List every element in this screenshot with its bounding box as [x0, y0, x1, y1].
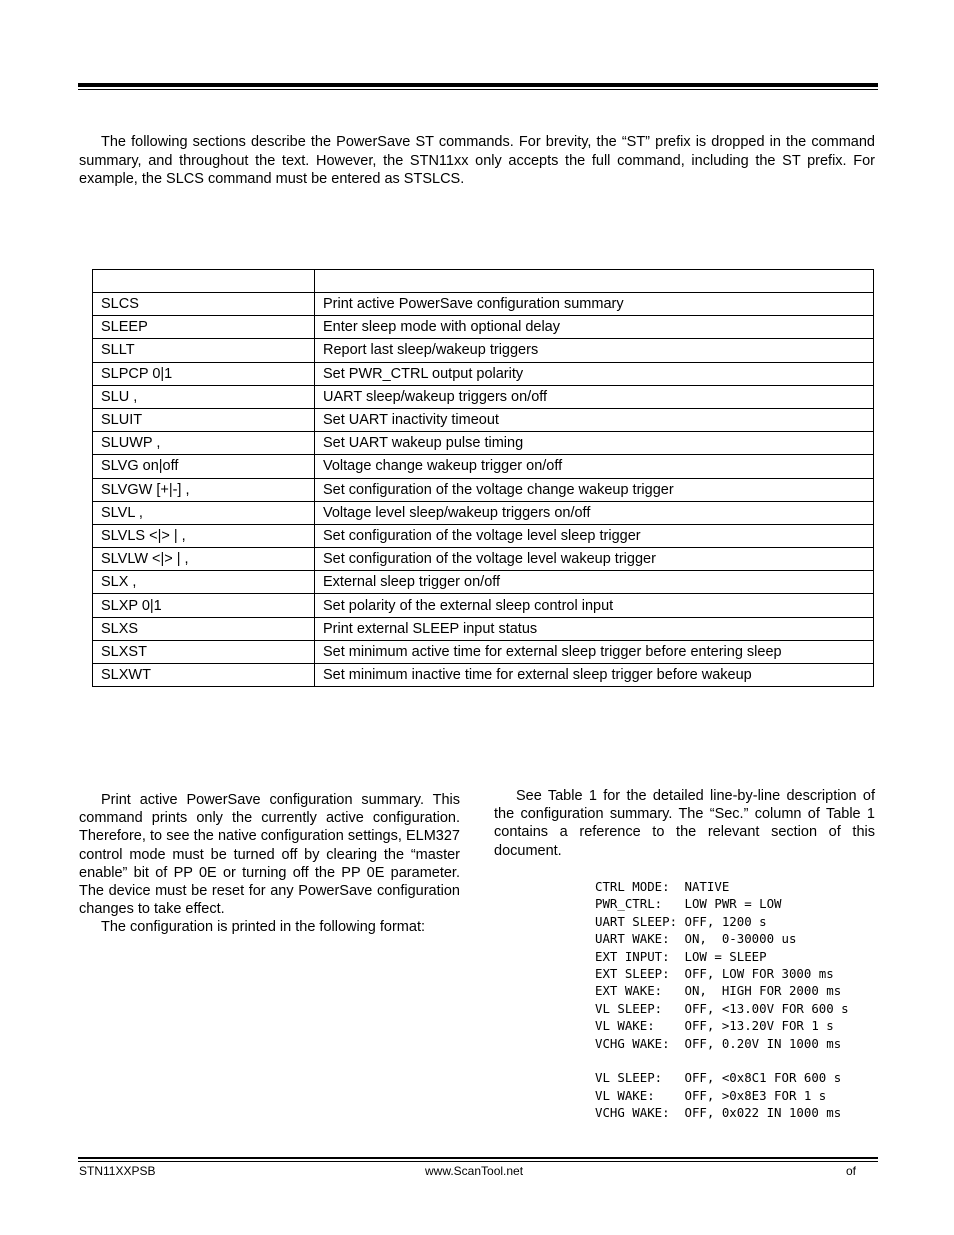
command-cell: SLU ,: [93, 385, 315, 408]
description-cell: Set configuration of the voltage change wakeup trigger: [315, 478, 874, 501]
table-header-row: [93, 270, 874, 293]
footer-doc-id: STN11XXPSB: [79, 1164, 156, 1178]
description-cell: Set configuration of the voltage level wakeup trigger: [315, 548, 874, 571]
command-cell: SLPCP 0|1: [93, 362, 315, 385]
table-row: [93, 524, 874, 547]
description-cell: Set PWR_CTRL output polarity: [315, 362, 874, 385]
table-row: [93, 617, 874, 640]
command-cell: SLUIT: [93, 408, 315, 431]
command-summary-table: [92, 269, 874, 687]
command-cell: SLXWT: [93, 664, 315, 687]
description-cell: External sleep trigger on/off: [315, 571, 874, 594]
description-cell: Set UART wakeup pulse timing: [315, 432, 874, 455]
table-row: [93, 455, 874, 478]
table-row: [93, 571, 874, 594]
command-cell: SLX ,: [93, 571, 315, 594]
table-row: [93, 478, 874, 501]
table-row: [93, 640, 874, 663]
command-cell: SLXP 0|1: [93, 594, 315, 617]
table-row: [93, 548, 874, 571]
table-body: [93, 293, 874, 687]
command-cell: SLUWP ,: [93, 432, 315, 455]
command-cell: SLVLS <|> | ,: [93, 524, 315, 547]
table-reference: [494, 787, 875, 860]
intro-paragraph: The following sections describe the PowerSave ST commands. For brevity, the “ST” prefix is dropped in the command summary, and throughout the text. However, the STN11xx only accepts the full command, including the ST prefix. For example, the SLCS command must be entered as STSLCS.: [79, 134, 875, 187]
table-row: [93, 408, 874, 431]
description-cell: Set minimum inactive time for external sleep trigger before wakeup: [315, 664, 874, 687]
table-row: [93, 316, 874, 339]
table-row: [93, 501, 874, 524]
slcs-paragraph: Print active PowerSave configuration summary. This command prints only the currently active configuration. Therefore, to see the native configuration settings, ELM327 control mode must be turned off by clearing the “master enable” bit of PP 0E or turning off the PP 0E parameter. The device must be reset for any PowerSave configuration changes to take effect.: [79, 792, 460, 918]
description-cell: Set UART inactivity timeout: [315, 408, 874, 431]
header-rule-thin: [78, 89, 878, 90]
command-cell: SLEEP: [93, 316, 315, 339]
description-cell: Set configuration of the voltage level sleep trigger: [315, 524, 874, 547]
command-cell: SLVGW [+|-] ,: [93, 478, 315, 501]
command-cell: SLVLW <|> | ,: [93, 548, 315, 571]
header-rule: [78, 83, 878, 87]
footer-rule: [78, 1157, 878, 1159]
format-intro-paragraph: The configuration is printed in the following format:: [101, 919, 426, 936]
table-row: [93, 432, 874, 455]
description-cell: Print external SLEEP input status: [315, 617, 874, 640]
description-cell: Voltage change wakeup trigger on/off: [315, 455, 874, 478]
table-row: [93, 362, 874, 385]
table-reference-paragraph: See Table 1 for the detailed line-by-line description of the configuration summary. The “Sec.” column of Table 1 contains a reference to the relevant section of this document.: [494, 788, 875, 859]
description-cell: Enter sleep mode with optional delay: [315, 316, 874, 339]
command-cell: SLXS: [93, 617, 315, 640]
table-row: [93, 664, 874, 687]
description-cell: Set polarity of the external sleep control input: [315, 594, 874, 617]
config-summary-output: CTRL MODE: NATIVE PWR_CTRL: LOW PWR = LOW UART SLEEP: OFF, 1200 s UART WAKE: ON, 0-30000 us EXT INPUT: LOW = SLEEP EXT SLEEP: OFF, LOW FOR 3000 ms EXT WAKE: ON, HIGH FOR 2000 ms VL SLEEP: OFF, <13.00V FOR 600 s VL WAKE: OFF, >13.20V FOR 1 s VCHG WAKE: OFF, 0.20V IN 1000 ms VL SLEEP: OFF, <0x8C1 FOR 600 s VL WAKE: OFF, >0x8E3 FOR 1 s VCHG WAKE: OFF, 0x022 IN 1000 ms: [595, 879, 849, 1121]
description-cell: Print active PowerSave configuration summary: [315, 293, 874, 316]
description-cell: UART sleep/wakeup triggers on/off: [315, 385, 874, 408]
footer-page-number: of: [846, 1164, 857, 1178]
table-header-description: [315, 270, 874, 293]
table-row: [93, 385, 874, 408]
description-cell: Set minimum active time for external sleep trigger before entering sleep: [315, 640, 874, 663]
table-header-command: [93, 270, 315, 293]
table-row: [93, 293, 874, 316]
footer-rule-thin: [78, 1161, 878, 1162]
slcs-description: [79, 791, 460, 937]
command-cell: SLLT: [93, 339, 315, 362]
command-cell: SLVL ,: [93, 501, 315, 524]
command-cell: SLXST: [93, 640, 315, 663]
command-cell: SLVG on|off: [93, 455, 315, 478]
description-cell: Report last sleep/wakeup triggers: [315, 339, 874, 362]
command-cell: SLCS: [93, 293, 315, 316]
table-row: [93, 339, 874, 362]
table-row: [93, 594, 874, 617]
footer-website: www.ScanTool.net: [425, 1164, 524, 1178]
description-cell: Voltage level sleep/wakeup triggers on/off: [315, 501, 874, 524]
